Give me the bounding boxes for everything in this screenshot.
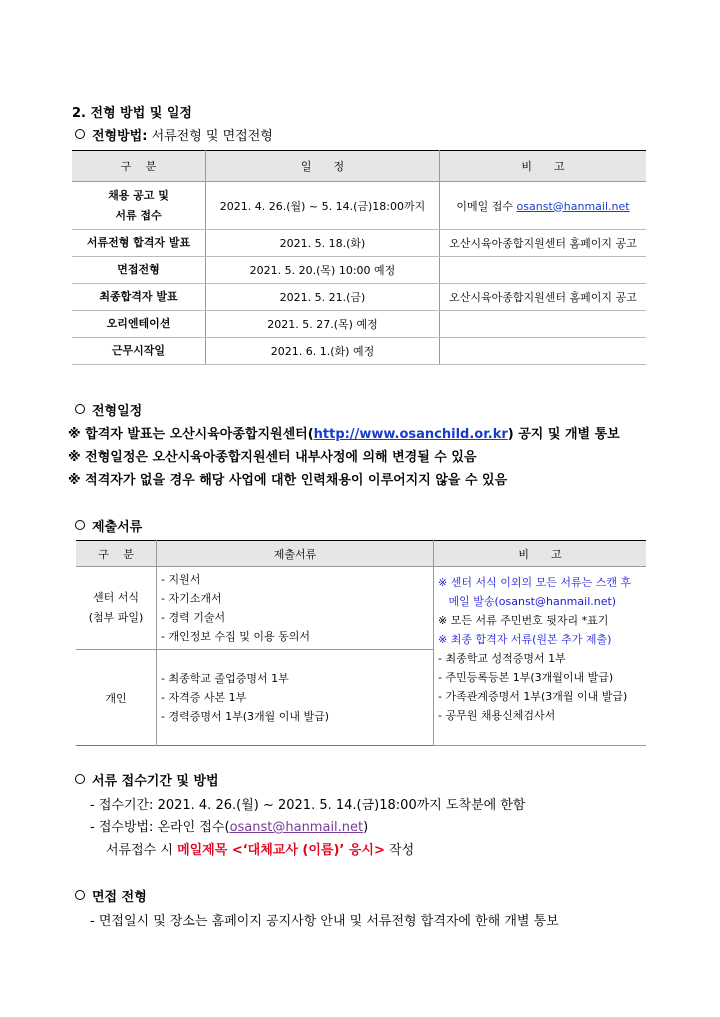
- schedule-note: [440, 311, 647, 338]
- schedule-row: [72, 311, 646, 338]
- documents-header-docs: 제출서류: [157, 541, 434, 567]
- remark-line: - 공무원 채용신체검사서: [438, 709, 556, 722]
- note-2: ※ 전형일정은 오산시육아종합지원센터 내부사정에 의해 변경될 수 있음: [68, 450, 477, 465]
- document-item: - 경력증명서 1부(3개월 이내 발급): [161, 710, 330, 723]
- circle-bullet-icon: [75, 129, 85, 139]
- center-form-label: 센터 서식 (첨부 파일): [76, 567, 157, 650]
- schedule-table: [72, 150, 646, 365]
- interview-text: - 면접일시 및 장소는 홈페이지 공지사항 안내 및 서류전형 합격자에 한해 개별 통보: [90, 914, 559, 929]
- schedule-heading: 전형일정: [75, 400, 142, 419]
- center-docs-cell: [157, 567, 434, 650]
- schedule-row: [72, 284, 646, 311]
- schedule-date: 2021. 5. 20.(목) 10:00 예정: [206, 257, 440, 284]
- document-item: - 자기소개서: [161, 592, 222, 605]
- remarks-cell: [434, 567, 647, 746]
- schedule-row: [72, 182, 646, 230]
- document-item: - 경력 기술서: [161, 611, 226, 624]
- remark-line: - 최종학교 성적증명서 1부: [438, 652, 566, 665]
- receipt-email-link[interactable]: osanst@hanmail.net: [229, 820, 364, 835]
- schedule-date: 2021. 5. 18.(화): [206, 230, 440, 257]
- note-1: ※ 합격자 발표는 오산시육아종합지원센터(http://www.osanchild.or.kr) 공지 및 개별 통보: [68, 427, 620, 442]
- remark-line: - 가족관계증명서 1부(3개월 이내 발급): [438, 690, 628, 703]
- schedule-date: 2021. 4. 26.(월) ~ 5. 14.(금)18:00까지: [206, 182, 440, 230]
- homepage-link[interactable]: http://www.osanchild.or.kr: [313, 427, 508, 442]
- receipt-heading: 서류 접수기간 및 방법: [75, 770, 219, 789]
- schedule-item: 근무시작일: [72, 338, 206, 365]
- note-3: ※ 적격자가 없을 경우 해당 사업에 대한 인력채용이 이루어지지 않을 수 있음: [68, 473, 508, 488]
- schedule-header-note: 비 고: [440, 151, 647, 182]
- schedule-item: 서류전형 합격자 발표: [72, 230, 206, 257]
- schedule-note: [440, 257, 647, 284]
- circle-bullet-icon: [75, 520, 85, 530]
- schedule-row: [72, 338, 646, 365]
- schedule-item: 면접전형: [72, 257, 206, 284]
- circle-bullet-icon: [75, 404, 85, 414]
- schedule-date: 2021. 6. 1.(화) 예정: [206, 338, 440, 365]
- receipt-subject: 서류접수 시 메일제목 <‘대체교사 (이름)’ 응시> 작성: [106, 843, 415, 858]
- receipt-period: - 접수기간: 2021. 4. 26.(월) ~ 2021. 5. 14.(금)18:00까지 도착분에 한함: [90, 798, 526, 813]
- personal-docs-cell: [157, 650, 434, 746]
- schedule-item: 최종합격자 발표: [72, 284, 206, 311]
- documents-header-remarks: 비 고: [434, 541, 647, 567]
- schedule-header-date: 일 정: [206, 151, 440, 182]
- method-line: 전형방법: 서류전형 및 면접전형: [75, 125, 273, 144]
- document-item: - 최종학교 졸업증명서 1부: [161, 672, 289, 685]
- schedule-date: 2021. 5. 27.(목) 예정: [206, 311, 440, 338]
- schedule-note: [440, 338, 647, 365]
- schedule-header-category: 구 분: [72, 151, 206, 182]
- remark-line: 메일 발송(osanst@hanmail.net): [438, 595, 617, 608]
- remark-line: - 주민등록등본 1부(3개월이내 발급): [438, 671, 614, 684]
- schedule-note: 오산시육아종합지원센터 홈페이지 공고: [440, 284, 647, 311]
- documents-heading: 제출서류: [75, 516, 142, 535]
- schedule-item: 오리엔테이션: [72, 311, 206, 338]
- section-title: 2. 전형 방법 및 일정: [72, 106, 192, 121]
- email-link[interactable]: osanst@hanmail.net: [516, 199, 630, 213]
- personal-label: 개인: [76, 650, 157, 746]
- schedule-note: 이메일 접수 osanst@hanmail.net: [440, 182, 647, 230]
- remark-line: ※ 센터 서식 이외의 모든 서류는 스캔 후: [438, 576, 632, 589]
- schedule-row: [72, 230, 646, 257]
- receipt-method: - 접수방법: 온라인 접수(osanst@hanmail.net): [90, 820, 369, 835]
- circle-bullet-icon: [75, 774, 85, 784]
- document-item: - 자격증 사본 1부: [161, 691, 247, 704]
- schedule-date: 2021. 5. 21.(금): [206, 284, 440, 311]
- remark-line: ※ 모든 서류 주민번호 뒷자리 *표기: [438, 614, 609, 627]
- schedule-item: 채용 공고 및 서류 접수: [72, 182, 206, 230]
- circle-bullet-icon: [75, 890, 85, 900]
- interview-heading: 면접 전형: [75, 886, 147, 905]
- schedule-note: 오산시육아종합지원센터 홈페이지 공고: [440, 230, 647, 257]
- remark-line: ※ 최종 합격자 서류(원본 추가 제출): [438, 633, 612, 646]
- schedule-row: [72, 257, 646, 284]
- documents-header-category: 구 분: [76, 541, 157, 567]
- documents-table: [76, 540, 646, 746]
- document-item: - 개인정보 수집 및 이용 동의서: [161, 630, 310, 643]
- document-item: - 지원서: [161, 573, 201, 586]
